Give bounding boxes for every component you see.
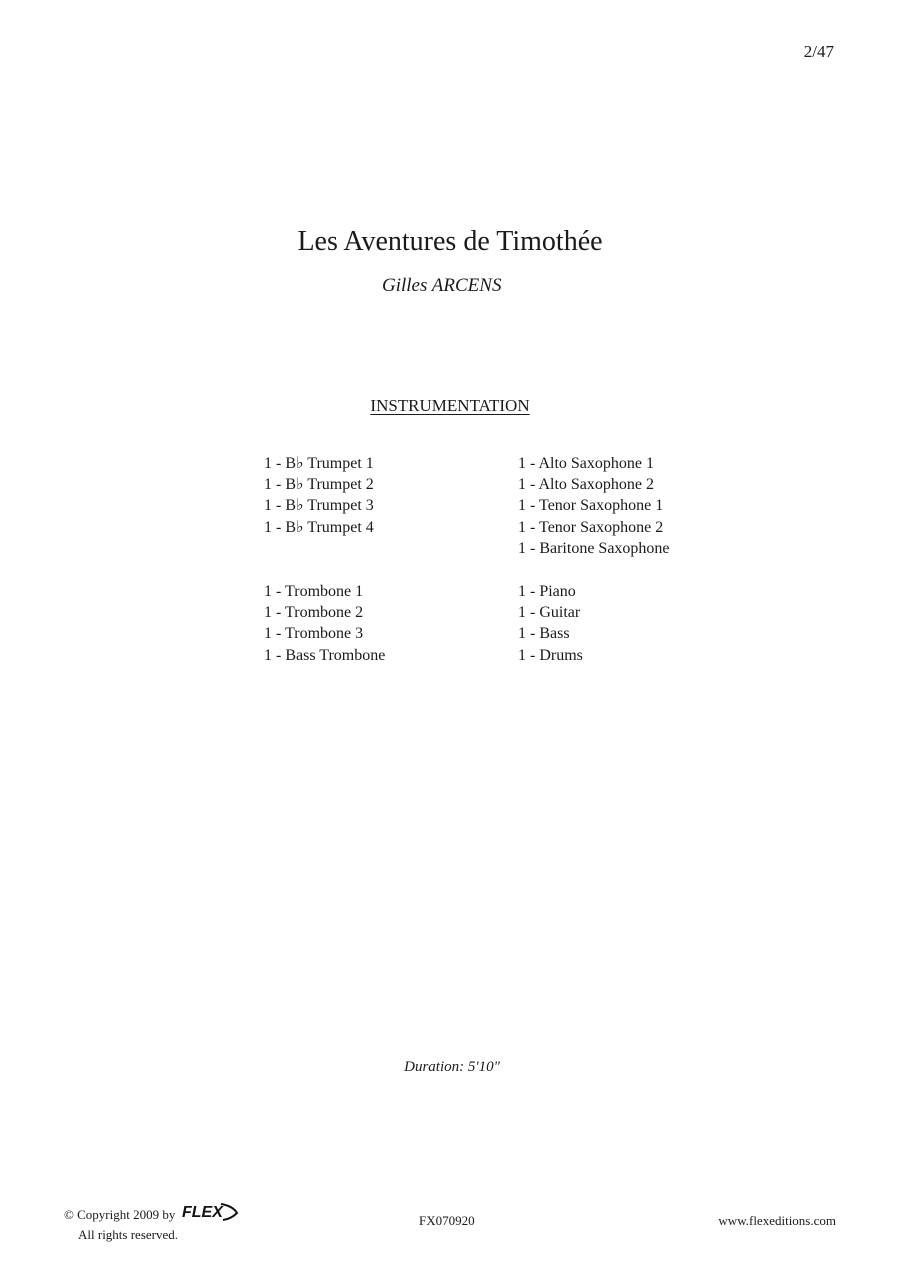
- instrument-item: 1 - Piano: [518, 583, 576, 600]
- instrument-item: 1 - Tenor Saxophone 2: [518, 518, 664, 536]
- brass-trumpets-list: [264, 453, 374, 538]
- trombones-list: [264, 581, 385, 666]
- svg-text:FLEX: FLEX: [181, 1204, 223, 1221]
- instrument-item: 1 - B♭ Trumpet 2: [264, 476, 374, 494]
- instrument-item: 1 - B♭ Trumpet 1: [264, 455, 374, 472]
- saxophones-list: [518, 453, 670, 559]
- page-number: 2/47: [803, 42, 834, 61]
- composer-name: Gilles ARCENS: [382, 275, 502, 296]
- instrument-item: 1 - B♭ Trumpet 4: [264, 518, 374, 536]
- instrument-item: 1 - Tenor Saxophone 1: [518, 497, 664, 515]
- instrument-item: 1 - Drums: [518, 646, 583, 664]
- instrument-item: 1 - Guitar: [518, 604, 581, 622]
- flex-logo-icon: [181, 1202, 241, 1226]
- rights-text: All rights reserved.: [78, 1227, 179, 1242]
- instrument-item: 1 - Trombone 1: [264, 583, 364, 600]
- piece-title: Les Aventures de Timothée: [297, 226, 603, 257]
- duration-label: Duration: 5'10": [404, 1059, 500, 1075]
- instrument-item: 1 - Bass: [518, 625, 570, 643]
- instrument-item: 1 - Bass Trombone: [264, 646, 386, 664]
- catalog-number: FX070920: [419, 1213, 475, 1228]
- instrument-item: 1 - B♭ Trumpet 3: [264, 497, 374, 515]
- copyright-text: © Copyright 2009 by: [64, 1207, 176, 1222]
- instrument-item: 1 - Trombone 2: [264, 604, 364, 622]
- instrument-item: 1 - Trombone 3: [264, 625, 364, 643]
- instrument-item: 1 - Alto Saxophone 1: [518, 455, 654, 472]
- instrumentation-heading: INSTRUMENTATION: [370, 396, 530, 415]
- instrument-item: 1 - Baritone Saxophone: [518, 539, 670, 557]
- copyright-block: [64, 1202, 241, 1243]
- instrument-item: 1 - Alto Saxophone 2: [518, 476, 654, 494]
- rhythm-section-list: [518, 581, 583, 666]
- website-link[interactable]: www.flexeditions.com: [718, 1213, 836, 1228]
